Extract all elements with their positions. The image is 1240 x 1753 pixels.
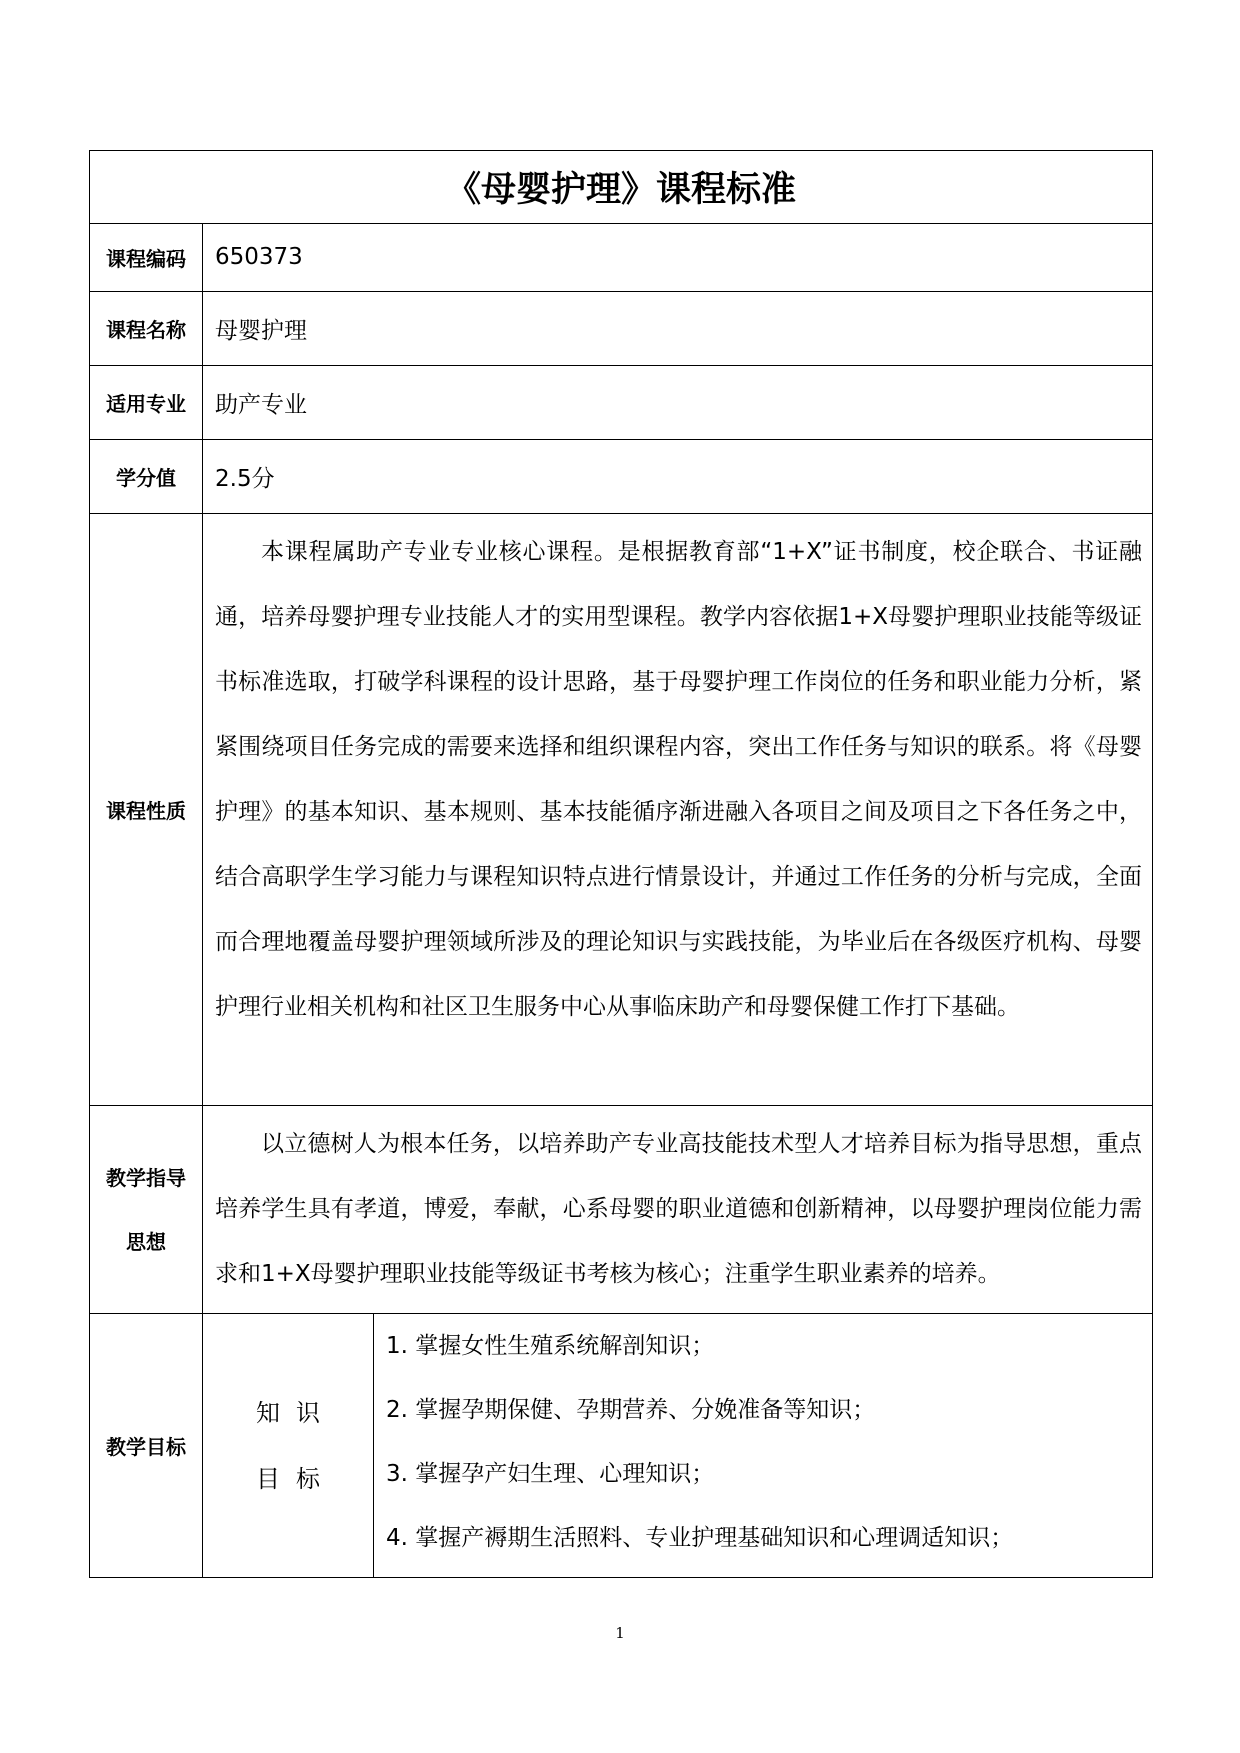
goal-item: 3. 掌握孕产妇生理、心理知识； <box>386 1461 715 1487</box>
knowledge-goals-label-line1: 知识 <box>256 1398 336 1427</box>
course-code-label: 课程编码 <box>90 224 203 292</box>
page-number: 1 <box>615 1624 625 1642</box>
major-label: 适用专业 <box>90 366 203 440</box>
knowledge-goals-list <box>374 1314 1153 1578</box>
course-standard-table <box>89 150 1153 1578</box>
guiding-thought-label <box>90 1106 203 1314</box>
credit-value: 2.5分 <box>203 440 1153 514</box>
goal-item: 4. 掌握产褥期生活照料、专业护理基础知识和心理调适知识； <box>386 1525 1014 1551</box>
course-code-value: 650373 <box>203 224 1153 292</box>
guiding-thought-label-line1: 教学指导 <box>106 1165 186 1190</box>
course-name-value: 母婴护理 <box>203 292 1153 366</box>
guiding-thought-label-line2: 思想 <box>126 1229 166 1254</box>
course-nature-label: 课程性质 <box>90 514 203 1106</box>
goal-item: 2. 掌握孕期保健、孕期营养、分娩准备等知识； <box>386 1397 876 1423</box>
course-nature-text: 本课程属助产专业专业核心课程。是根据教育部“1+X”证书制度，校企联合、书证融通，培养母婴护理专业技能人才的实用型课程。教学内容依据1+X母婴护理职业技能等级证书标准选取，打破学科课程的设计思路，基于母婴护理工作岗位的任务和职业能力分析，紧紧围绕项目任务完成的需要来选择和组织课程内容，突出工作任务与知识的联系。将《母婴护理》的基本知识、基本规则、基本技能循序渐进融入各项目之间及项目之下各任务之中，结合高职学生学习能力与课程知识特点进行情景设计，并通过工作任务的分析与完成，全面而合理地覆盖母婴护理领域所涉及的理论知识与实践技能，为毕业后在各级医疗机构、母婴护理行业相关机构和社区卫生服务中心从事临床助产和母婴保健工作打下基础。 <box>203 514 1153 1106</box>
guiding-thought-text: 以立德树人为根本任务，以培养助产专业高技能技术型人才培养目标为指导思想，重点培养学生具有孝道，博爱，奉献，心系母婴的职业道德和创新精神，以母婴护理岗位能力需求和1+X母婴护理职业技能等级证书考核为核心；注重学生职业素养的培养。 <box>203 1106 1153 1314</box>
course-name-label: 课程名称 <box>90 292 203 366</box>
major-value: 助产专业 <box>203 366 1153 440</box>
goal-item: 1. 掌握女性生殖系统解剖知识； <box>386 1333 715 1359</box>
document-title: 《母婴护理》课程标准 <box>90 151 1153 224</box>
credit-label: 学分值 <box>90 440 203 514</box>
knowledge-goals-label <box>203 1314 374 1578</box>
teaching-goals-label: 教学目标 <box>90 1314 203 1578</box>
knowledge-goals-label-line2: 目标 <box>256 1464 336 1493</box>
